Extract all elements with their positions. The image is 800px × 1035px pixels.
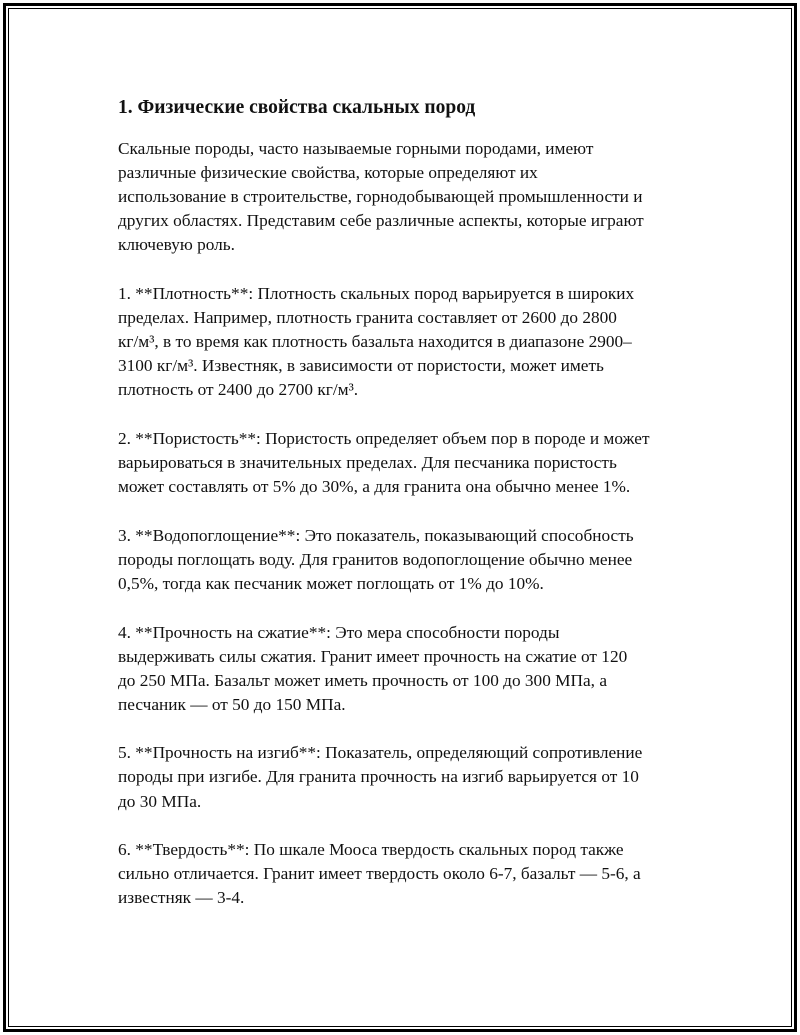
document-body xyxy=(118,96,690,935)
text-line: 3100 кг/м³. Известняк, в зависимости от пористости, может иметь xyxy=(118,356,604,376)
text-line: использование в строительстве, горнодобывающей промышленности и xyxy=(118,187,643,207)
text-line: 0,5%, тогда как песчаник может поглощать от 1% до 10%. xyxy=(118,573,544,593)
text-line: до 30 МПа. xyxy=(118,791,202,811)
text-line: варьироваться в значительных пределах. Для песчаника пористость xyxy=(118,453,617,473)
paragraph-water-absorption xyxy=(118,524,690,596)
paragraph-flexural-strength xyxy=(118,741,690,813)
text-line: 6. **Твердость**: По шкале Мооса твердость скальных пород также xyxy=(118,840,624,860)
text-line: 1. **Плотность**: Плотность скальных пород варьируется в широких xyxy=(118,283,635,303)
text-line: выдерживать силы сжатия. Гранит имеет прочность на сжатие от 120 xyxy=(118,646,628,666)
section-heading: 1. Физические свойства скальных пород xyxy=(118,97,476,118)
text-line: 2. **Пористость**: Пористость определяет объем пор в породе и может xyxy=(118,428,650,448)
paragraph-hardness xyxy=(118,838,690,910)
text-line: 4. **Прочность на сжатие**: Это мера способности породы xyxy=(118,622,560,642)
text-line: сильно отличается. Гранит имеет твердость около 6-7, базальт — 5-6, а xyxy=(118,864,641,884)
text-line: Скальные породы, часто называемые горными породами, имеют xyxy=(118,139,594,158)
text-line: других областях. Представим себе различные аспекты, которые играют xyxy=(118,211,644,231)
text-line: известняк — 3-4. xyxy=(118,888,245,908)
text-line: ключевую роль. xyxy=(118,235,235,255)
text-line: породы при изгибе. Для гранита прочность на изгиб варьируется от 10 xyxy=(118,767,639,787)
text-line: песчаник — от 50 до 150 МПа. xyxy=(118,694,346,714)
text-line: кг/м³, в то время как плотность базальта находится в диапазоне 2900– xyxy=(118,332,632,352)
text-line: 5. **Прочность на изгиб**: Показатель, определяющий сопротивление xyxy=(118,743,643,763)
text-line: плотность от 2400 до 2700 кг/м³. xyxy=(118,380,359,400)
paragraph-compressive-strength xyxy=(118,621,690,717)
text-line: до 250 МПа. Базальт может иметь прочность от 100 до 300 МПа, а xyxy=(118,670,607,690)
paragraph-intro xyxy=(118,137,690,257)
paragraph-porosity xyxy=(118,427,690,499)
text-line: пределах. Например, плотность гранита составляет от 2600 до 2800 xyxy=(118,308,617,328)
text-line: 3. **Водопоглощение**: Это показатель, показывающий способность xyxy=(118,525,634,545)
text-line: породы поглощать воду. Для гранитов водопоглощение обычно менее xyxy=(118,549,633,569)
text-line: может составлять от 5% до 30%, а для гранита она обычно менее 1%. xyxy=(118,477,631,497)
text-line: различные физические свойства, которые определяют их xyxy=(118,163,538,183)
paragraph-density xyxy=(118,282,690,402)
